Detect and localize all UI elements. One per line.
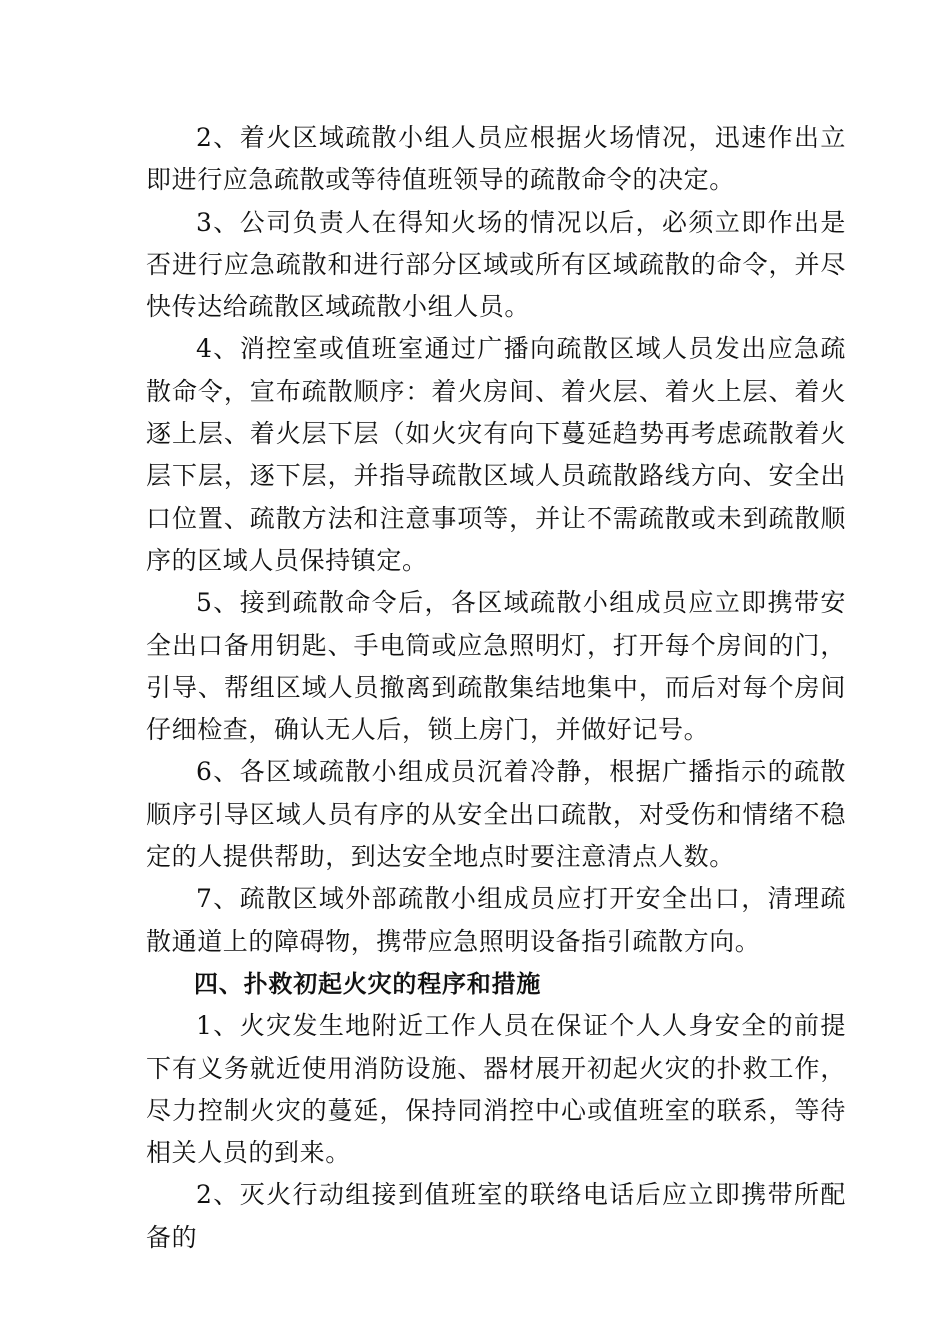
- paragraph-item-6: 6、各区域疏散小组成员沉着冷静，根据广播指示的疏散顺序引导区域人员有序的从安全出口疏散，对受伤和情绪不稳定的人提供帮助，到达安全地点时要注意清点人数。: [146, 757, 846, 872]
- document-body: [146, 117, 846, 1259]
- paragraph-item-5: 5、接到疏散命令后，各区域疏散小组成员应立即携带安全出口备用钥匙、手电筒或应急照明灯，打开每个房间的门，引导、帮组区域人员撤离到疏散集结地集中，而后对每个房间仔细检查，确认无人后，锁上房门，并做好记号。: [146, 588, 846, 745]
- paragraph-item-4: 4、消控室或值班室通过广播向疏散区域人员发出应急疏散命令，宣布疏散顺序：着火房间、着火层、着火上层、着火逐上层、着火层下层（如火灾有向下蔓延趋势再考虑疏散着火层下层，逐下层，并指导疏散区域人员疏散路线方向、安全出口位置、疏散方法和注意事项等，并让不需疏散或未到疏散顺序的区域人员保持镇定。: [146, 334, 846, 575]
- paragraph-item-7: 7、疏散区域外部疏散小组成员应打开安全出口，清理疏散通道上的障碍物，携带应急照明设备指引疏散方向。: [146, 884, 846, 956]
- section-paragraph-1: 1、火灾发生地附近工作人员在保证个人人身安全的前提下有义务就近使用消防设施、器材展开初起火灾的扑救工作，尽力控制火灾的蔓延，保持同消控中心或值班室的联系，等待相关人员的到来。: [146, 1011, 846, 1168]
- section-heading: 四、扑救初起火灾的程序和措施: [194, 969, 542, 998]
- paragraph-item-2: 2、着火区域疏散小组人员应根据火场情况，迅速作出立即进行应急疏散或等待值班领导的疏散命令的决定。: [146, 123, 846, 195]
- paragraph-item-3: 3、公司负责人在得知火场的情况以后，必须立即作出是否进行应急疏散和进行部分区域或所有区域疏散的命令，并尽快传达给疏散区域疏散小组人员。: [146, 207, 846, 322]
- section-paragraph-2: 2、灭火行动组接到值班室的联络电话后应立即携带所配备的: [146, 1180, 846, 1252]
